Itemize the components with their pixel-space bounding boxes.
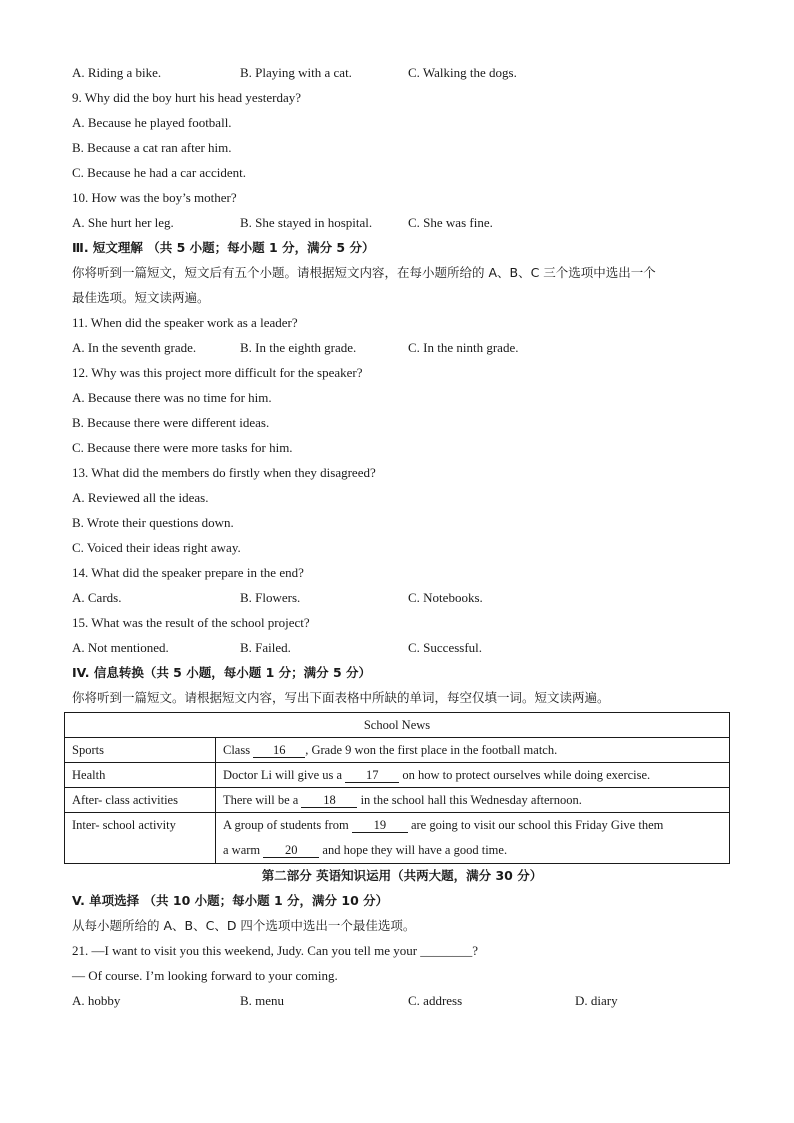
table-row [65,763,730,788]
row-text-pre: Doctor Li will give us a [223,767,343,782]
row-content [216,738,730,763]
q13-option-a[interactable]: A. Reviewed all the ideas. [72,490,209,505]
q13-question: 13. What did the members do firstly when they disagreed? [72,465,376,480]
q12-question: 12. Why was this project more difficult for the speaker? [72,365,363,380]
q14-options [72,588,732,613]
school-news-table [64,712,730,864]
q8-option-c[interactable]: C. Walking the dogs. [408,65,517,80]
q11-option-c[interactable]: C. In the ninth grade. [408,340,519,355]
table-row [65,813,730,864]
q15-option-c[interactable]: C. Successful. [408,640,483,655]
q12-option-b[interactable]: B. Because there were different ideas. [72,415,270,430]
section-3-instruction-2: 最佳选项。短文读两遍。 [72,290,210,305]
q21-option-c[interactable]: C. address [408,993,463,1008]
section-4-instruction: 你将听到一篇短文。请根据短文内容，写出下面表格中所缺的单词，每空仅填一词。短文读两遍。 [72,690,610,705]
q9-option-a[interactable]: A. Because he played football. [72,115,232,130]
row-text-pre: A group of students from [223,818,349,832]
q9-question: 9. Why did the boy hurt his head yesterday? [72,90,302,105]
q15-question: 15. What was the result of the school project? [72,615,310,630]
row-text-post: are going to visit our school this Friday Give them [410,818,664,832]
q21-option-a[interactable]: A. hobby [72,993,121,1008]
row-category: Sports [65,738,216,763]
q10-option-a[interactable]: A. She hurt her leg. [72,215,174,230]
q10-option-c[interactable]: C. She was fine. [408,215,493,230]
q15-option-b[interactable]: B. Failed. [240,640,291,655]
answer-blank-20[interactable]: 20 [263,843,319,858]
q13-option-c[interactable]: C. Voiced their ideas right away. [72,540,241,555]
row-text-pre: Class [223,742,251,757]
row-content [216,763,730,788]
row-text-post: , Grade 9 won the first place in the football match. [305,742,558,757]
answer-blank-17[interactable]: 17 [345,768,399,783]
q10-option-b[interactable]: B. She stayed in hospital. [240,215,373,230]
row-text-post: on how to protect ourselves while doing exercise. [402,767,651,782]
q9-option-b[interactable]: B. Because a cat ran after him. [72,140,232,155]
q14-option-c[interactable]: C. Notebooks. [408,590,483,605]
q14-question: 14. What did the speaker prepare in the end? [72,565,304,580]
q12-option-a[interactable]: A. Because there was no time for him. [72,390,272,405]
q10-options [72,213,732,238]
section-3-instruction-1: 你将听到一篇短文，短文后有五个小题。请根据短文内容，在每小题所给的 A、B、C 三个选项中选出一个 [72,265,656,280]
q9-option-c[interactable]: C. Because he had a car accident. [72,165,246,180]
exam-page [72,63,732,1016]
row-category: Health [65,763,216,788]
section-3-title: Ⅲ. 短文理解 （共 5 小题；每小题 1 分，满分 5 分） [72,240,375,255]
q14-option-b[interactable]: B. Flowers. [240,590,301,605]
row-category: Inter- school activity [65,813,216,864]
row-content [216,813,730,864]
q12-option-c[interactable]: C. Because there were more tasks for him. [72,440,293,455]
part-2-title: 第二部分 英语知识运用（共两大题，满分 30 分） [261,868,543,883]
row-text-pre: There will be a [223,792,299,807]
q11-question: 11. When did the speaker work as a leader? [72,315,298,330]
section-5-instruction: 从每小题所给的 A、B、C、D 四个选项中选出一个最佳选项。 [72,918,416,933]
q10-question: 10. How was the boy’s mother? [72,190,237,205]
q21-option-d[interactable]: D. diary [575,993,618,1008]
q15-options [72,638,732,663]
answer-blank-19[interactable]: 19 [352,818,408,833]
answer-blank-18[interactable]: 18 [301,793,357,808]
q11-option-b[interactable]: B. In the eighth grade. [240,340,357,355]
q11-option-a[interactable]: A. In the seventh grade. [72,340,197,355]
table-header: School News [65,713,730,738]
q11-options [72,338,732,363]
row-text-post-2: and hope they will have a good time. [322,843,508,857]
q21-question: 21. —I want to visit you this weekend, Judy. Can you tell me your ________? [72,943,479,958]
section-5-title: V. 单项选择 （共 10 小题；每小题 1 分，满分 10 分） [72,893,389,908]
q21-response: — Of course. I’m looking forward to your coming. [72,968,338,983]
table-row [65,788,730,813]
q8-option-a[interactable]: A. Riding a bike. [72,65,162,80]
section-4-title: IV. 信息转换（共 5 小题，每小题 1 分；满分 5 分） [72,665,372,680]
q15-option-a[interactable]: A. Not mentioned. [72,640,169,655]
row-text-pre-2: a warm [223,843,261,857]
q21-option-b[interactable]: B. menu [240,993,285,1008]
row-text-post: in the school hall this Wednesday afternoon. [360,792,582,807]
q8-option-b[interactable]: B. Playing with a cat. [240,65,352,80]
table-row [65,738,730,763]
answer-blank-16[interactable]: 16 [253,743,305,758]
q14-option-a[interactable]: A. Cards. [72,590,122,605]
q21-options [72,991,732,1016]
row-category: After- class activities [65,788,216,813]
q8-options [72,63,732,88]
q13-option-b[interactable]: B. Wrote their questions down. [72,515,234,530]
row-content [216,788,730,813]
